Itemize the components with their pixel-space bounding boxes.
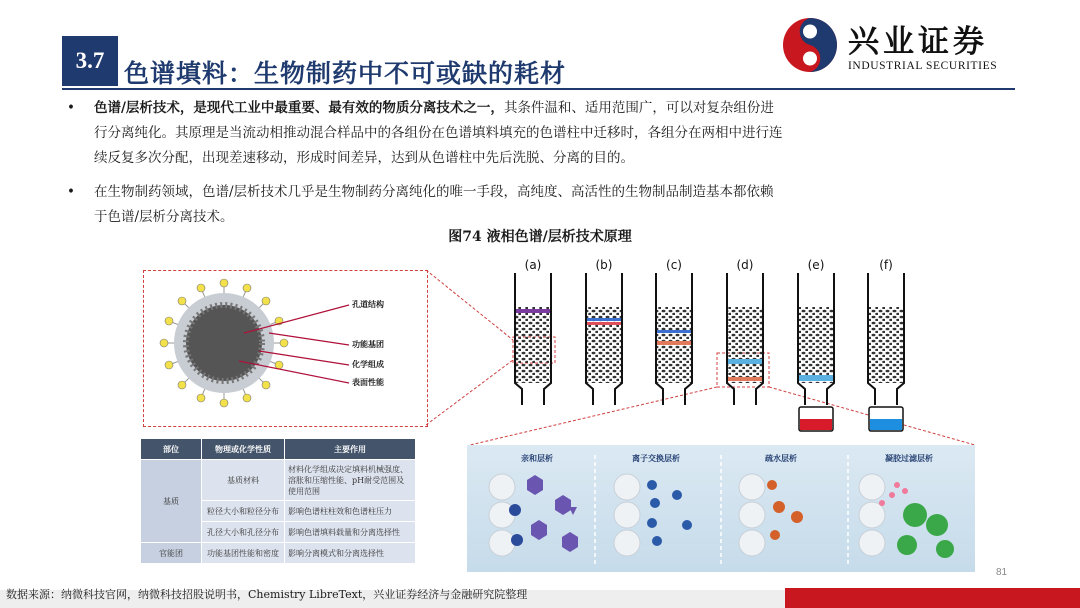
bullet-1: • 色谱/层析技术，是现代工业中最重要、最有效的物质分离技术之一，其条件温和、适用范围广，可以对复杂组份进 行分离纯化。其原理是当流动相推动混合样品中的各组份在色谱填料填充的色谱柱中迁移时，各组分在两相中进行连 续反复多次分配，出现差速移动，形成时间差异，达到从色谱柱中先后洗脱、分离的目的。	[94, 96, 1014, 171]
table-cell: 功能基团性能和密度	[202, 543, 285, 564]
column-label-f: (f)	[879, 258, 893, 272]
property-table	[140, 438, 416, 564]
table-cell: 官能团	[141, 543, 202, 564]
bullet-1-text: 其条件温和、适用范围广，可以对复杂组份进	[503, 100, 774, 116]
table-row	[141, 460, 416, 501]
logo-text-en: INDUSTRIAL SECURITIES	[848, 60, 998, 72]
footer-accent-bar	[785, 588, 1080, 608]
bullet-1-bold: 色谱/层析技术，是现代工业中最重要、最有效的物质分离技术之一，	[94, 100, 504, 116]
column-f	[868, 273, 904, 405]
column-d	[727, 273, 763, 405]
column-label-c: (c)	[666, 258, 682, 272]
table-cell: 基质材料	[202, 460, 285, 501]
logo-text-cn: 兴业证券	[848, 24, 988, 60]
beaker-red	[799, 407, 833, 431]
section-number: 3.7	[62, 36, 118, 86]
mode-gel-filtration: 凝胶过滤层析	[885, 454, 933, 463]
page-title: 色谱填料：生物制药中不可或缺的耗材	[124, 59, 567, 88]
figure-title: 图74 液相色谱/层析技术原理	[448, 229, 632, 245]
table-cell: 孔径大小和孔径分布	[202, 522, 285, 543]
table-cell: 粒径大小和粒径分布	[202, 501, 285, 522]
property-table-wrap	[140, 438, 416, 564]
label-pore-structure: 孔道结构	[352, 300, 384, 309]
label-chemical-composition: 化学组成	[352, 360, 384, 369]
page-number: 81	[996, 567, 1008, 578]
column-label-a: (a)	[524, 258, 542, 272]
bullet-1-line-3: 续反复多次分配，出现差速移动，形成时间差异，达到从色谱柱中先后洗脱、分离的目的。	[94, 150, 634, 166]
table-header-property: 物理或化学性质	[202, 439, 285, 460]
mode-hydrophobic: 疏水层析	[765, 454, 797, 463]
modes-illustration	[467, 445, 975, 572]
table-cell: 影响色谱柱柱效和色谱柱压力	[285, 501, 416, 522]
column-c	[656, 273, 692, 405]
table-cell: 影响色谱填料载量和分离选择性	[285, 522, 416, 543]
table-cell: 材料化学组成决定填料机械强度、溶胀和压缩性能、pH耐受范围及使用范围	[285, 460, 416, 501]
column-e	[798, 273, 834, 405]
bullet-2-line-2: 于色谱/层析分离技术。	[94, 209, 234, 225]
table-header-role: 主要作用	[285, 439, 416, 460]
column-a	[515, 273, 551, 405]
label-functional-group: 功能基团	[352, 340, 384, 349]
bullet-2: • 在生物制药领域，色谱/层析技术几乎是生物制药分离纯化的唯一手段，高纯度、高活性的生物制品制造基本都依赖 于色谱/层析分离技术。	[94, 180, 1014, 230]
beaker-blue	[869, 407, 903, 431]
column-label-b: (b)	[595, 258, 613, 272]
table-group-label: 基质	[141, 460, 202, 543]
mode-ion-exchange: 离子交换层析	[632, 454, 680, 463]
table-cell: 影响分离模式和分离选择性	[285, 543, 416, 564]
table-row	[141, 543, 416, 564]
column-label-e: (e)	[807, 258, 825, 272]
column-b	[586, 273, 622, 405]
column-diagram	[500, 255, 920, 435]
column-label-d: (d)	[736, 258, 754, 272]
mode-affinity: 亲和层析	[521, 454, 553, 463]
bullet-2-line-1: 在生物制药领域，色谱/层析技术几乎是生物制药分离纯化的唯一手段，高纯度、高活性的生物制品制造基本都依赖	[94, 184, 774, 200]
data-source: 数据来源：纳微科技官网，纳微科技招股说明书，Chemistry LibreText，兴业证券经济与金融研究院整理	[6, 588, 528, 601]
table-header-part: 部位	[141, 439, 202, 460]
label-surface-property: 表面性能	[352, 378, 384, 387]
chromatography-modes-panel	[467, 445, 975, 572]
bullet-1-line-2: 行分离纯化。其原理是当流动相推动混合样品中的各组份在色谱填料填充的色谱柱中迁移时，各组分在两相中进行连	[94, 125, 783, 141]
